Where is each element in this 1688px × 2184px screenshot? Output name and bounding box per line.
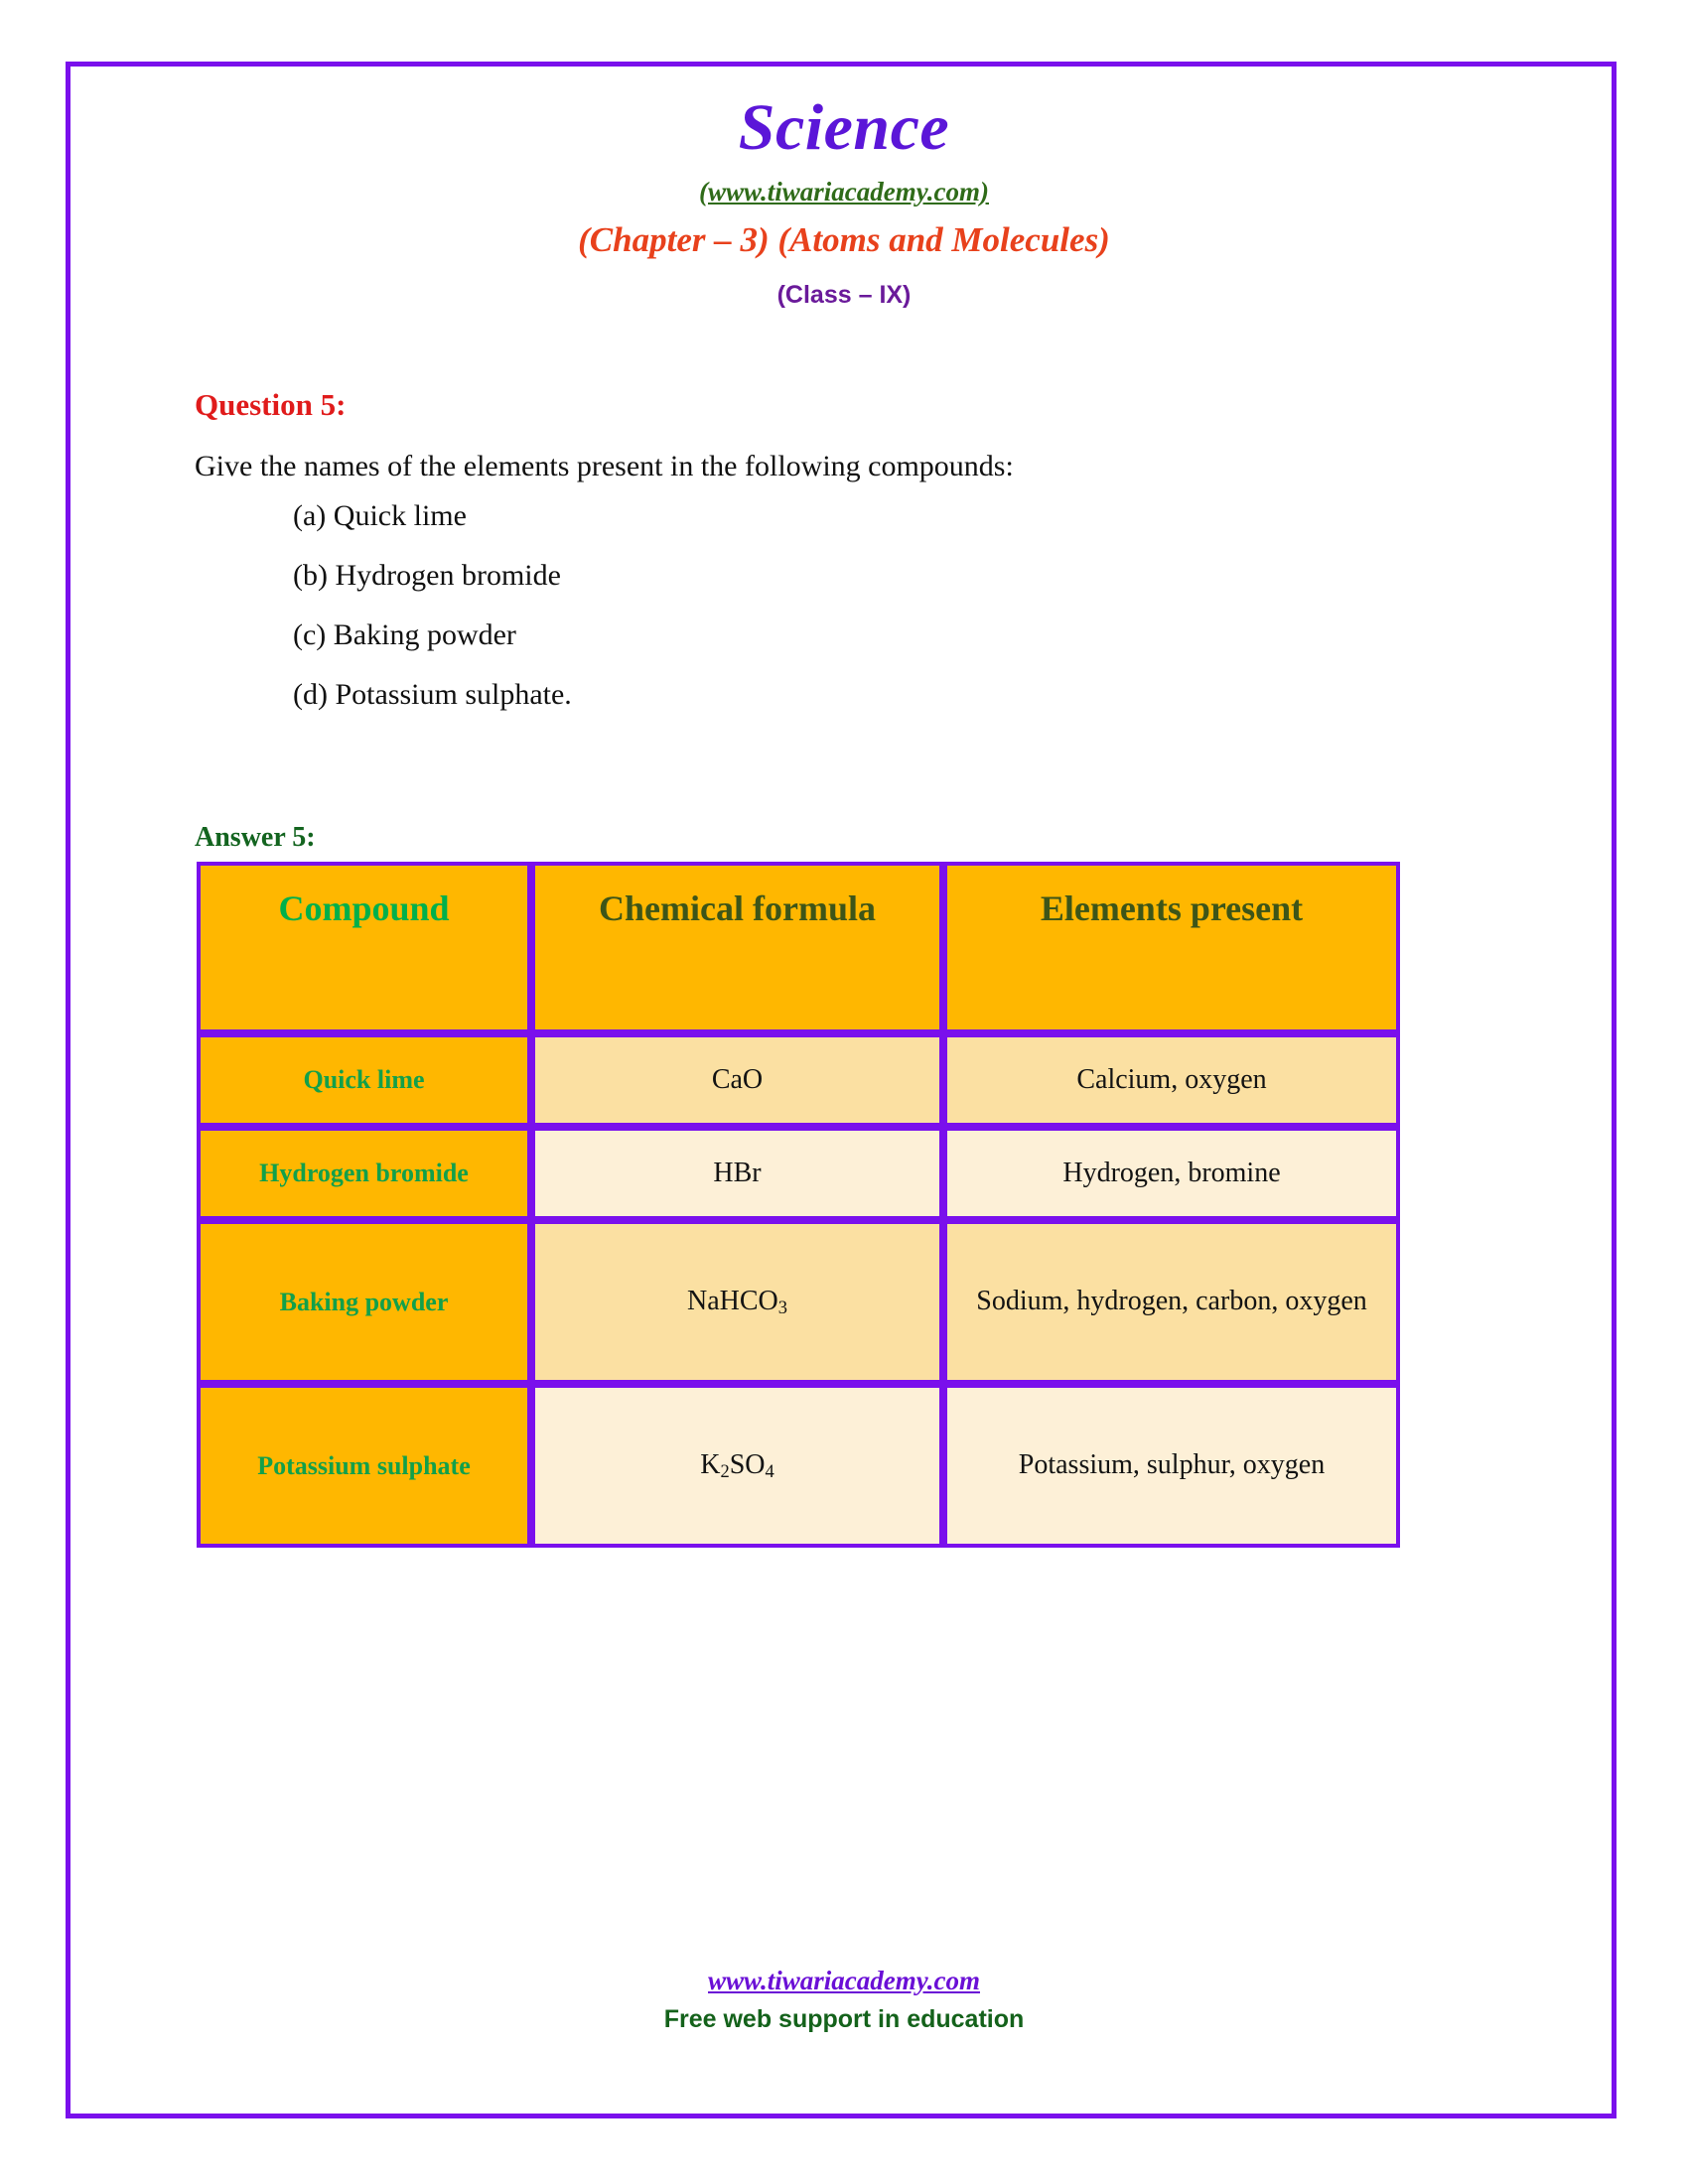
- cell-chemical-formula: NaHCO$_3$: [531, 1220, 943, 1384]
- answer-table: [197, 862, 1400, 1548]
- footer-tagline: Free web support in education: [663, 2005, 1025, 2033]
- question-option-b: (b) Hydrogen bromide: [293, 559, 561, 592]
- cell-compound-name: Potassium sulphate: [197, 1384, 531, 1548]
- table-row: [197, 1033, 1400, 1127]
- question-option-a: (a) Quick lime: [293, 499, 467, 532]
- class-subtitle: (Class – IX): [776, 281, 912, 309]
- cell-elements-present: Sodium, hydrogen, carbon, oxygen: [943, 1220, 1400, 1384]
- table-header-chemical-formula: Chemical formula: [531, 862, 943, 1033]
- table-row: [197, 1127, 1400, 1220]
- cell-compound-name: Hydrogen bromide: [197, 1127, 531, 1220]
- table-header-compound: Compound: [197, 862, 531, 1033]
- table-header-elements-present: Elements present: [943, 862, 1400, 1033]
- cell-compound-name: Quick lime: [197, 1033, 531, 1127]
- document-title: Science: [738, 91, 950, 164]
- cell-elements-present: Calcium, oxygen: [943, 1033, 1400, 1127]
- question-label: Question 5:: [195, 387, 347, 422]
- table-row: [197, 1220, 1400, 1384]
- header-website-text: (www.tiwariacademy.com): [699, 177, 989, 206]
- footer-website-link[interactable]: www.tiwariacademy.com: [708, 1966, 980, 1995]
- cell-chemical-formula: HBr: [531, 1127, 943, 1220]
- header-website-link[interactable]: [66, 179, 1622, 205]
- chapter-subtitle: (Chapter – 3) (Atoms and Molecules): [578, 220, 1110, 259]
- cell-elements-present: Hydrogen, bromine: [943, 1127, 1400, 1220]
- answer-label: Answer 5:: [195, 822, 316, 853]
- table-header-row: [197, 862, 1400, 1033]
- cell-compound-name: Baking powder: [197, 1220, 531, 1384]
- cell-chemical-formula: $K_2SO_4$: [531, 1384, 943, 1548]
- question-option-c: (c) Baking powder: [293, 618, 516, 651]
- cell-elements-present: Potassium, sulphur, oxygen: [943, 1384, 1400, 1548]
- question-text: Give the names of the elements present in the following compounds:: [195, 450, 1014, 482]
- table-row: [197, 1384, 1400, 1548]
- cell-chemical-formula: CaO: [531, 1033, 943, 1127]
- question-option-d: (d) Potassium sulphate.: [293, 678, 572, 711]
